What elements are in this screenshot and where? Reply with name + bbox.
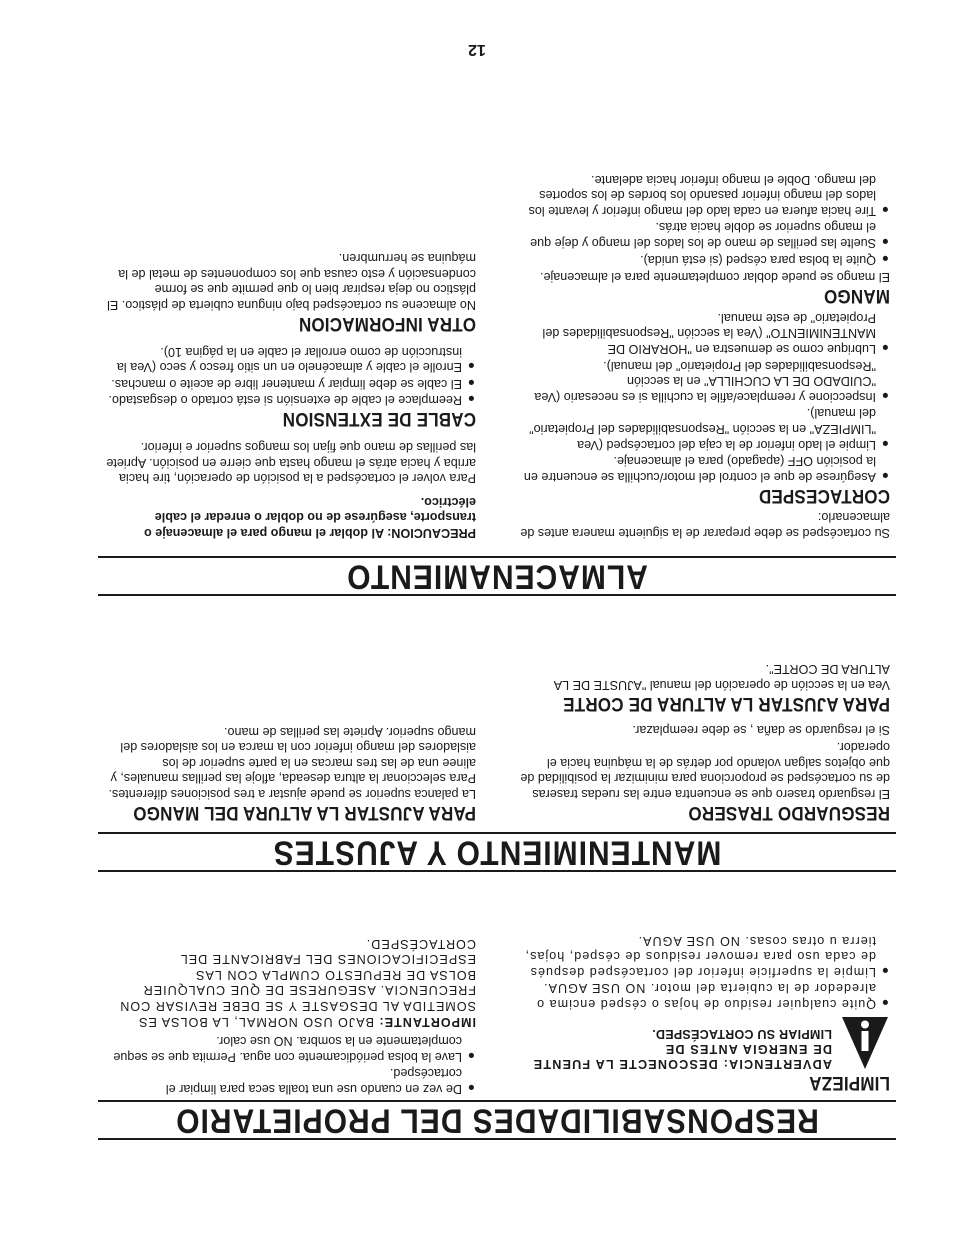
responsabilidades-title: RESPONSABILIDADES DEL PROPIETARIO xyxy=(175,1101,819,1140)
list-item: ● Limpie la superficie inferior del cortacésped después de cada uso para remover residuos de césped, hojas, tierra u otras cosas. NO USE AGUA. xyxy=(524,933,889,979)
list-item: ● Asegúrese de que el control del motor/cuchilla se encuentre en la posición OFF (apagado) para el almacenaje. xyxy=(523,454,889,484)
altura-mango-heading: PARA AJUSTAR LA ALTURA DEL MANGO xyxy=(133,802,476,824)
precaucion-text: Al doblar el mango para el almacenaje o transporte, asegúrese de no doblar o enredar el cable eléctrico. xyxy=(144,494,476,540)
otra-heading: OTRA INFORMACION xyxy=(298,313,476,336)
mango-list xyxy=(520,171,890,267)
volver-paragraph: Para volver el cortacésped a la posición de operación, tire hacia arriba y hacia atrás el mango hasta que cierre en posición. Apriete las perillas de mano que fijan los mangos superior e inferior. xyxy=(106,440,476,486)
almacenamiento-right-column xyxy=(106,248,476,540)
list-item: ● Suelte las perillas de mano de los lados del mango y deje que el mango superior se doble hacia atrás. xyxy=(530,220,889,251)
bullet-icon: ● xyxy=(467,1081,475,1095)
resguardo-note: Si el resguardo se daña , se debe reemplazar. xyxy=(632,722,890,737)
limpieza-list-left xyxy=(520,932,890,1011)
resguardo-paragraph: El resguardo trasero que se encuentra entre las ruedas traseras de su cortacésped se proporciona para minimizar la posibilidad de que objetos salgan volando por detrás de la máquina hacia el operador. xyxy=(520,740,890,801)
list-item: ● Quite cualquier residuo de hojas o césped encima o alrededor de la cubierta del motor. NO USE AGUA. xyxy=(536,981,889,1011)
list-item: ● De vez en cuando use una toalla seca para limpiar el cortacésped. xyxy=(165,1066,475,1096)
warning-subtitle: LIMPIAR SU CORTACÉSPED. xyxy=(652,1027,832,1041)
bullet-icon: ● xyxy=(881,468,889,483)
cortacesped-list xyxy=(520,309,890,484)
bullet-icon: ● xyxy=(881,202,889,217)
cortacesped-heading: CORTACESPED xyxy=(758,484,890,507)
almacenamiento-title: ALMACENAMIENTO xyxy=(346,557,648,596)
bullet-icon: ● xyxy=(467,392,475,407)
mango-heading: MANGO xyxy=(823,285,890,308)
bullet-icon: ● xyxy=(881,996,889,1010)
cable-heading: CABLE DE EXTENSION xyxy=(282,408,476,431)
altura-mango-paragraph: La palanca superior se puede ajustar a tres posiciones diferentes. Para seleccionar la altura deseada, afloje las perillas manuales, y alinee una de las tres marcas en la parte superior de los aisladores del mango inferior con la marca en los aisladores del mango superior. Apriete las perillas de mano. xyxy=(108,724,476,801)
almacenamiento-intro: Su cortacésped se debe preparar de la siguiente manera antes de almacenarlo: xyxy=(520,510,890,540)
list-item: ● Quite la bolsa para césped (si está unida). xyxy=(640,251,889,267)
list-item: ● Lubrique como se demuestra en "HORARIO DE MANTENIMIENTO" (Vea la sección "Responsabilidades del Propietario" de este manual. xyxy=(542,310,889,357)
limpieza-right-column xyxy=(106,933,476,1096)
mantenimiento-title: MANTENIMIENTO Y AJUSTES xyxy=(272,833,722,872)
importante-note xyxy=(106,935,476,1029)
altura-corte-heading: PARA AJUSTAR LA ALTURA DE CORTE xyxy=(563,693,890,716)
bullet-icon: ● xyxy=(881,963,889,978)
bullet-icon: ● xyxy=(881,388,889,403)
mantenimiento-left-column xyxy=(520,659,890,826)
list-item: ● Reemplace el cable de extensión si está cortado o desgastado. xyxy=(108,392,475,408)
list-item: ● Lave la bolsa periódicamente con agua. Permita que se seque completamente en la sombra. NO use calor. xyxy=(113,1034,475,1064)
bullet-icon: ● xyxy=(881,235,889,250)
bullet-icon: ● xyxy=(881,341,889,356)
list-item: ● El cable se debe limpiar y mantener libre de aceite o manchas. xyxy=(111,375,475,391)
almacenamiento-title-band xyxy=(98,556,896,596)
limpieza-list-right xyxy=(106,1033,476,1096)
mantenimiento-right-column xyxy=(106,721,476,826)
mango-intro: El mango se puede doblar completamente para el almacenaje. xyxy=(539,270,890,285)
bullet-icon: ● xyxy=(467,375,475,390)
list-item: ● Limpie el lado inferior de la caja del cortacésped (Vea "LIMPIEZA" en la sección "Responsabilidades del Propietario" del manual). xyxy=(529,406,889,452)
warning-icon xyxy=(840,1015,890,1071)
mantenimiento-title-band xyxy=(98,832,896,872)
bullet-icon: ● xyxy=(881,251,889,266)
bullet-icon: ● xyxy=(467,359,475,374)
bullet-icon: ● xyxy=(881,436,889,451)
list-item: ● Inspeccione y reemplace/afile la cuchilla si es necesario (Vea "CUIDADO DE LA CUCHILLA" en la sección "Responsabilidades del Propietario" del manual). xyxy=(534,358,889,404)
importante-label: IMPORTANTE: xyxy=(378,1014,476,1029)
precaucion-note xyxy=(106,493,476,540)
bullet-icon: ● xyxy=(467,1048,475,1063)
resguardo-heading: RESGUARDO TRASERO xyxy=(688,802,890,824)
limpieza-left-column xyxy=(520,931,890,1096)
responsabilidades-title-band xyxy=(98,1100,896,1140)
importante-text: BAJO USO NORMAL, LA BOLSA ES SOMETIDA AL DESGASTE Y SE DEBE REVISAR CON FRECUENCIA. ASEGURESE DE QUE CUALQUIER BOLSA DE REPUESTO CUMPLA CON LAS ESPECIFICACIONES DEL FABRICANTE DEL CORTACÉSPED. xyxy=(119,936,476,1029)
warning-text xyxy=(520,1015,832,1071)
almacenamiento-left-column xyxy=(520,170,890,540)
warning-title: ADVERTENCIA: DESCONECTE LA FUENTE DE ENERGIA ANTES DE xyxy=(532,1042,832,1071)
list-item: ● Tire hacia afuera en cada lado del mango inferior y levante los lados del mango inferior pasando los bordes de los soportes del mango. Doble el mango inferior hacia adelante. xyxy=(528,172,889,218)
precaucion-label: PRECAUCION: xyxy=(387,526,476,540)
limpieza-heading: LIMPIEZA xyxy=(809,1072,890,1094)
list-item: ● Enrolle el cable y almacénelo en un sitio fresco y seco (Vea la instrucción de como enrollar el cable en la página 10). xyxy=(116,344,475,375)
altura-corte-paragraph: Vea en la sección de operación del manual "AJUSTE DE LA ALTURA DE CORTE". xyxy=(554,662,890,693)
warning-block xyxy=(520,1015,890,1071)
otra-paragraph: No almacene su cortacésped bajo ninguna cubierta de plástico. El plástico no deja respirar bien lo que permite que se forme condensación y esto causa que los componentes de metal de la máquina se herrumbren. xyxy=(107,251,476,313)
page-number: 12 xyxy=(468,41,486,58)
cable-list xyxy=(106,343,476,407)
